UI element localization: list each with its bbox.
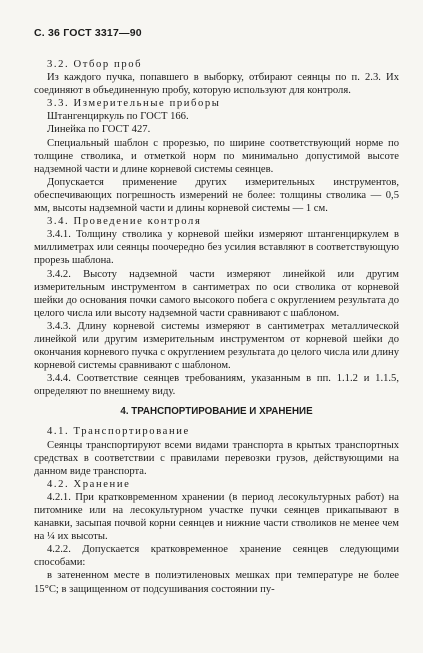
paragraph: 4.2.2. Допускается кратковременное хранение сеянцев следующими способами: bbox=[34, 544, 399, 569]
paragraph: Штангенциркуль по ГОСТ 166. bbox=[47, 111, 189, 123]
paragraph: 3.4.1. Толщину стволика у корневой шейки измеряют штангенциркулем в миллиметрах или сеянцы поочередно без усилия вставляют в соответствующую прорезь шаблона. bbox=[34, 229, 399, 267]
paragraph: Допускается применение других измерительных инструментов, обеспечивающих погрешность измерений не более: толщины стволика — 0,5 мм, высоты надземной части и длины корневой системы — 1 см. bbox=[34, 176, 399, 215]
section-heading: 4. ТРАНСПОРТИРОВАНИЕ И ХРАНЕНИЕ bbox=[120, 406, 313, 418]
paragraph: в затененном месте в полиэтиленовых мешках при температуре не более 15°С; в защищенном от подсушивания состоянии пу- bbox=[34, 570, 399, 595]
paragraph: 3.4.2. Высоту надземной части измеряют линейкой или другим измерительным инструментом в сантиметрах по оси стволика от корневой шейки до основания почки самого высокого побега с округлением результата до целого числа или высоту надземной части сравнивают с шаблоном. bbox=[34, 268, 399, 319]
subsection-heading: 3.4. Проведение контроля bbox=[47, 216, 202, 228]
subsection-heading: 4.2. Хранение bbox=[47, 478, 131, 490]
document-body bbox=[34, 58, 399, 596]
paragraph: Специальный шаблон с прорезью, по ширине соответствующий норме по толщине стволика, и отметкой норм по минимально допустимой высоте надземной части и длине корневой системы сеянцев. bbox=[34, 137, 399, 175]
paragraph: Сеянцы транспортируют всеми видами транспорта в крытых транспортных средствах в соответствии с правилами перевозки грузов, действующими на данном виде транспорта. bbox=[34, 439, 399, 477]
paragraph: 3.4.4. Соответствие сеянцев требованиям, указанным в пп. 1.1.2 и 1.1.5, определяют по внешнему виду. bbox=[34, 373, 399, 398]
subsection-heading: 3.3. Измерительные приборы bbox=[47, 98, 221, 110]
subsection-heading: 4.1. Транспортирование bbox=[47, 426, 190, 438]
page-header: С. 36 ГОСТ 3317—90 bbox=[34, 27, 142, 39]
paragraph: Из каждого пучка, попавшего в выборку, отбирают сеянцы по п. 2.3. Их соединяют в объединенную пробу, которую используют для контроля. bbox=[34, 72, 399, 97]
paragraph: 3.4.3. Длину корневой системы измеряют в сантиметрах металлической линейкой или другим измерительным инструментом от корневой шейки до окончания корневого пучка с округлением результата до целого числа или длину корневой системы сравнивают с шаблоном. bbox=[34, 320, 399, 372]
subsection-heading: 3.2. Отбор проб bbox=[47, 59, 143, 70]
paragraph: Линейка по ГОСТ 427. bbox=[47, 124, 151, 136]
paragraph: 4.2.1. При кратковременном хранении (в период лесокультурных работ) на питомнике или на лесокультурном участке пучки сеянцев прикапывают в канавки, засыпая почвой корни сеянцев и нижние части стволиков не менее чем на ¼ их высоты. bbox=[34, 491, 399, 543]
